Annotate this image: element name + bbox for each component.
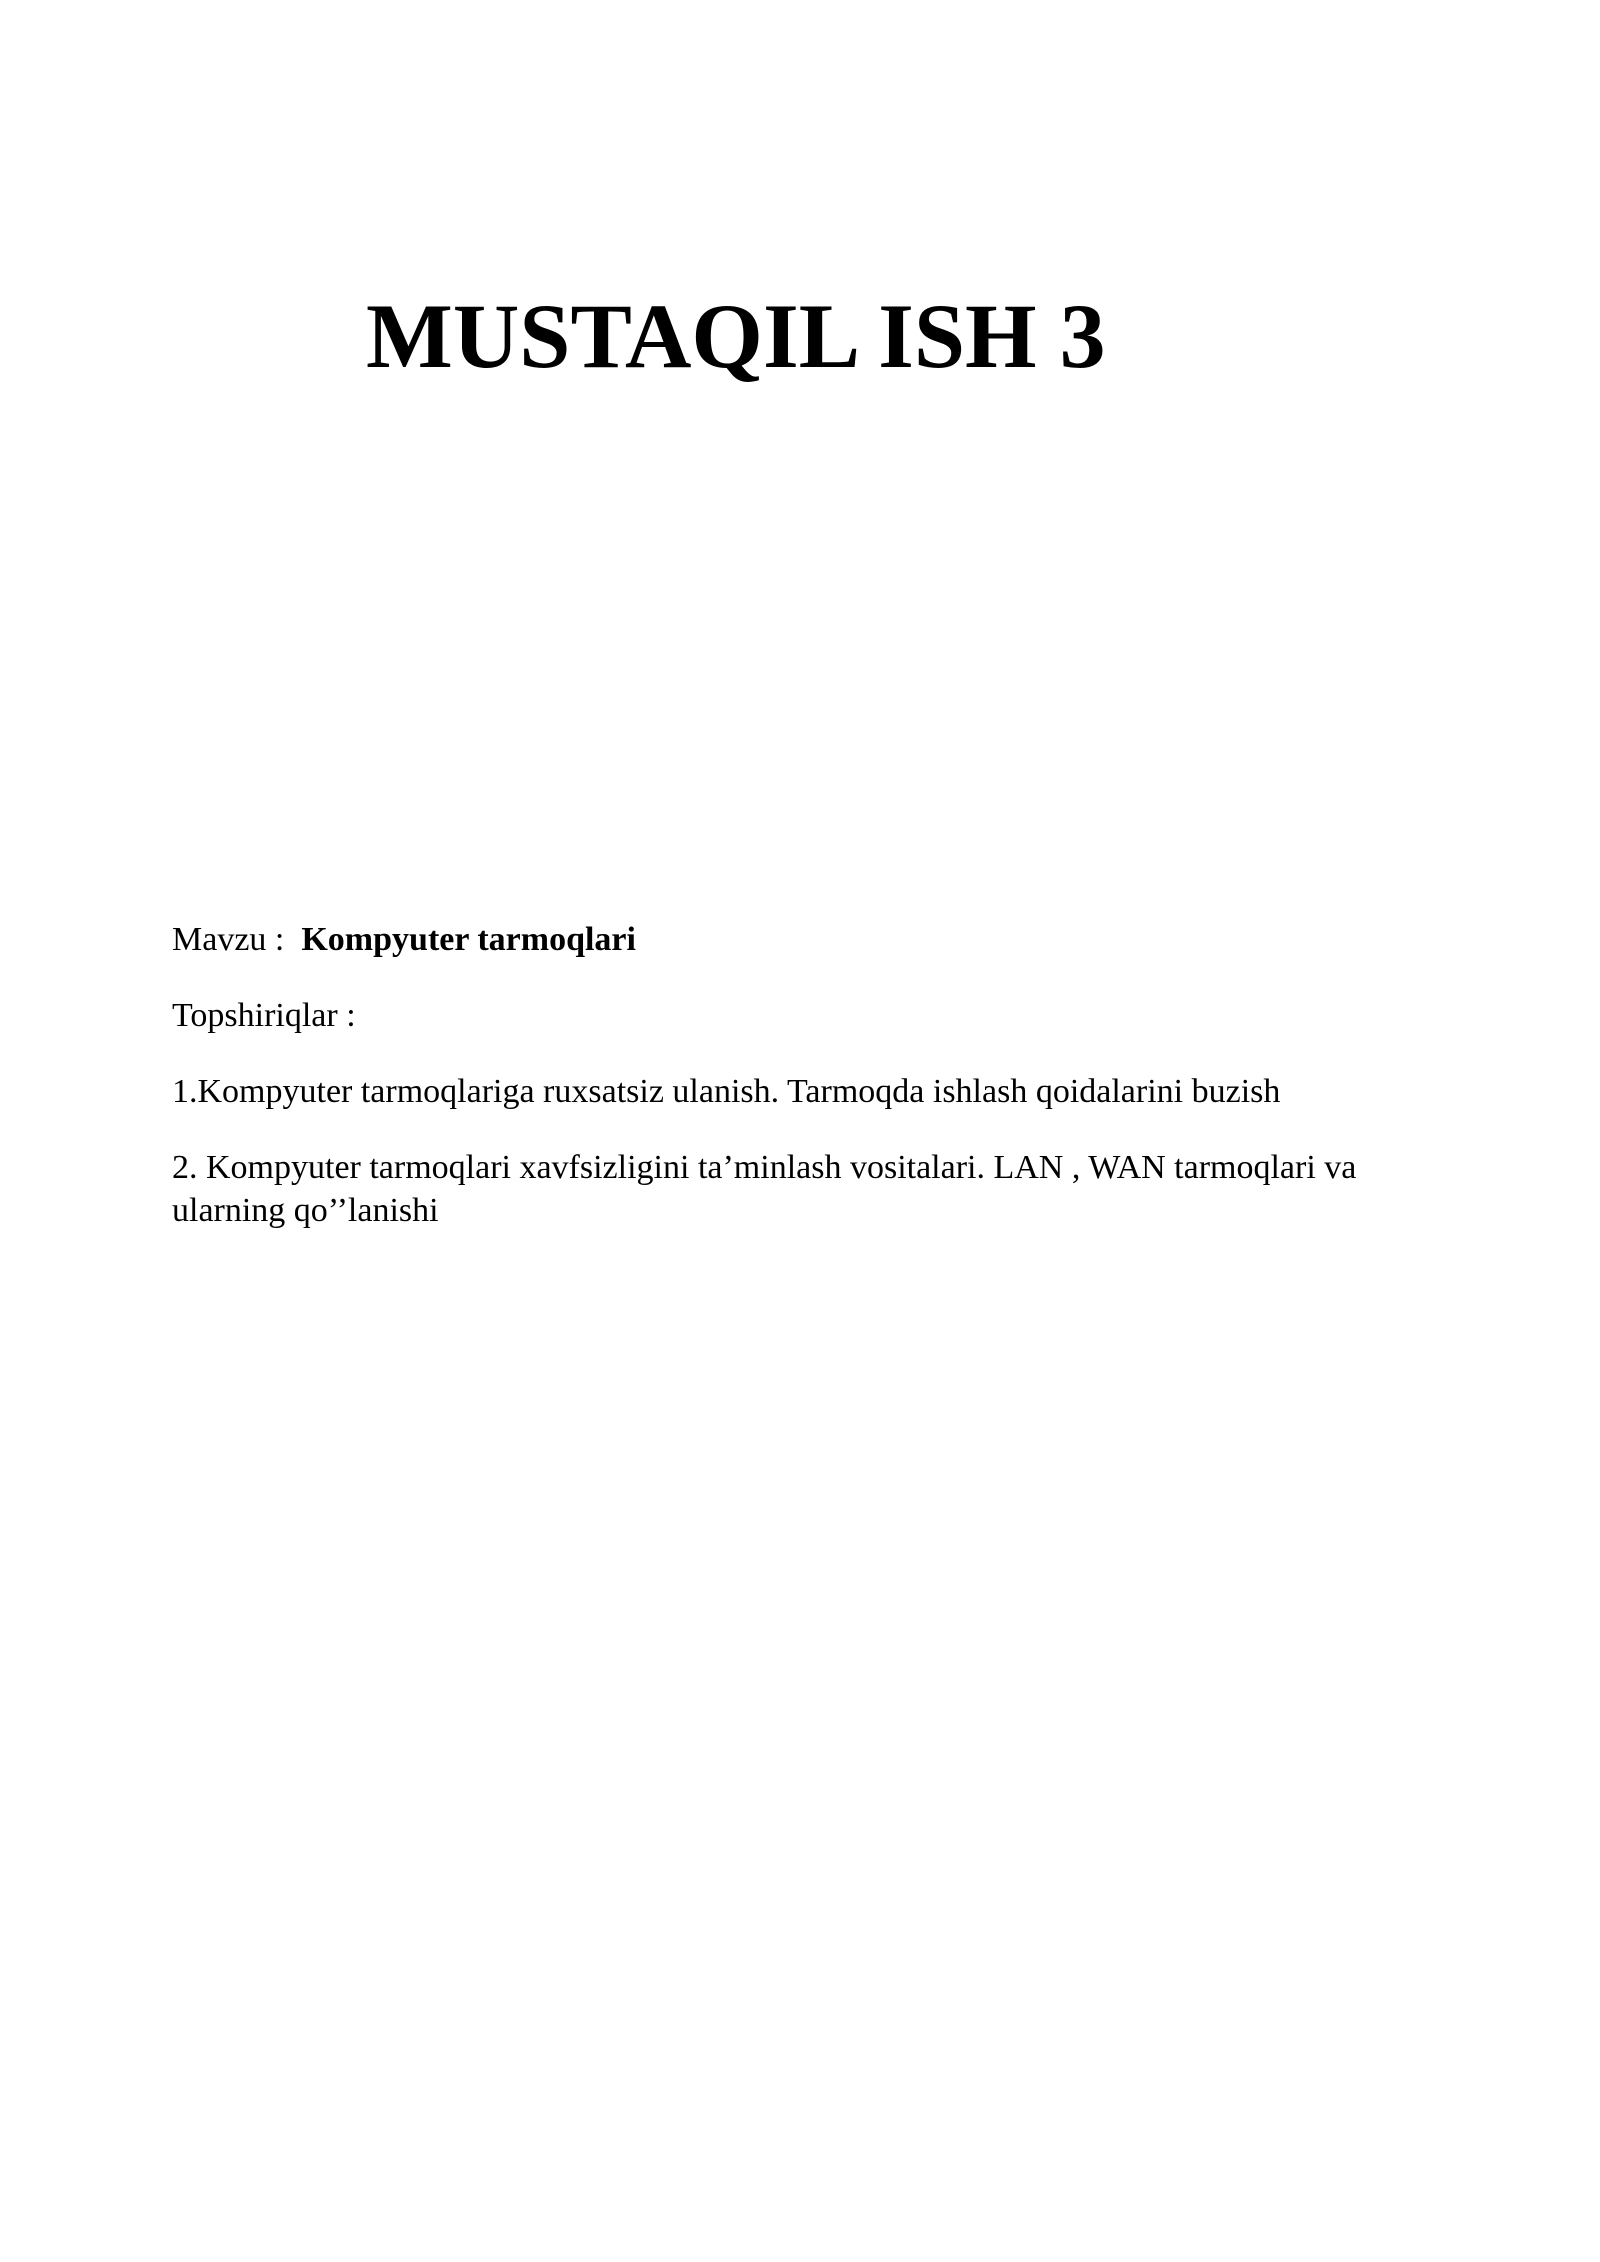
- task-item-1: 1.Kompyuter tarmoqlariga ruxsatsiz ulanish. Tarmoqda ishlash qoidalarini buzish: [172, 1073, 1281, 1110]
- subject-label: Mavzu :: [172, 921, 285, 958]
- subject-value: Kompyuter tarmoqlari: [301, 921, 636, 958]
- subject-line: [172, 918, 1472, 961]
- page-title: MUSTAQIL ISH 3: [366, 285, 1106, 387]
- tasks-heading: Topshiriqlar :: [172, 997, 356, 1034]
- document-body: [172, 918, 1472, 1265]
- task-item-2: 2. Kompyuter tarmoqlari xavfsizligini ta’minlash vositalari. LAN , WAN tarmoqlari va ularning qo’’lanishi: [172, 1149, 1357, 1229]
